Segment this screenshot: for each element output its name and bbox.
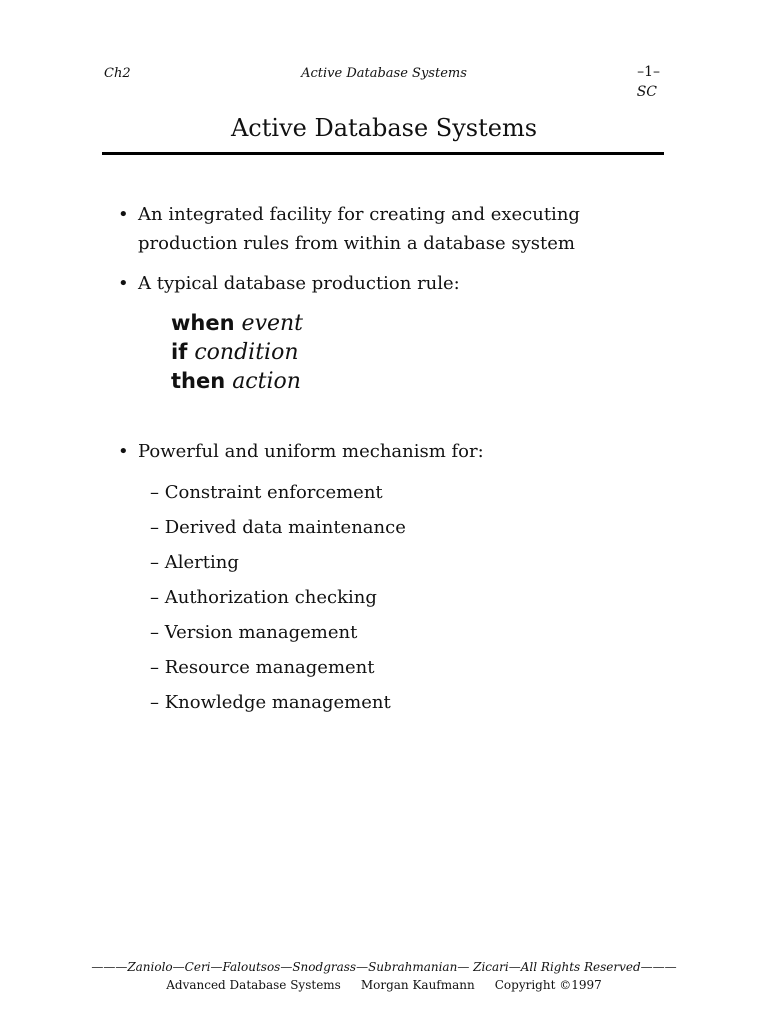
footer-publisher: Morgan Kaufmann bbox=[360, 978, 475, 992]
rule-if-line bbox=[171, 338, 303, 367]
rule-keyword-if: if bbox=[171, 340, 188, 364]
page-title: Active Database Systems bbox=[230, 114, 538, 142]
rule-keyword-when: when bbox=[171, 311, 235, 335]
list-item: – Authorization checking bbox=[150, 587, 377, 608]
rule-then-line bbox=[171, 367, 303, 396]
footer-book-title: Advanced Database Systems bbox=[166, 978, 341, 992]
rule-arg-action: action bbox=[232, 369, 301, 394]
rule-arg-condition: condition bbox=[194, 340, 299, 365]
rule-arg-event: event bbox=[241, 311, 304, 336]
title-divider bbox=[102, 152, 664, 155]
bullet-text: An integrated facility for creating and executing production rules from within a database system bbox=[138, 204, 580, 254]
rule-keyword-then: then bbox=[171, 369, 226, 393]
bullet-icon: • bbox=[118, 273, 129, 294]
list-item: – Knowledge management bbox=[150, 692, 391, 713]
bullet-item bbox=[118, 437, 668, 466]
footer-copyright: Copyright ©1997 bbox=[494, 978, 602, 992]
list-item: – Alerting bbox=[150, 552, 239, 573]
bullet-icon: • bbox=[118, 204, 129, 225]
chapter-label: Ch2 bbox=[104, 66, 131, 81]
footer-publication bbox=[0, 978, 768, 992]
bullet-text: Powerful and uniform mechanism for: bbox=[138, 441, 484, 462]
footer-authors: ———Zaniolo—Ceri—Faloutsos—Snodgrass—Subrahmanian— Zicari—All Rights Reserved——— bbox=[91, 960, 677, 974]
list-item: – Version management bbox=[150, 622, 358, 643]
running-header-title: Active Database Systems bbox=[301, 66, 467, 81]
rule-when-line bbox=[171, 309, 303, 338]
author-initials: SC bbox=[636, 84, 657, 100]
list-item: – Resource management bbox=[150, 657, 375, 678]
list-item: – Constraint enforcement bbox=[150, 482, 383, 503]
production-rule bbox=[171, 309, 303, 396]
bullet-item bbox=[118, 269, 668, 298]
bullet-item bbox=[118, 200, 668, 258]
mechanism-list bbox=[150, 478, 406, 723]
bullet-text: A typical database production rule: bbox=[138, 273, 460, 294]
bullet-icon: • bbox=[118, 441, 129, 462]
page-number: –1– bbox=[637, 64, 660, 80]
list-item: – Derived data maintenance bbox=[150, 517, 406, 538]
